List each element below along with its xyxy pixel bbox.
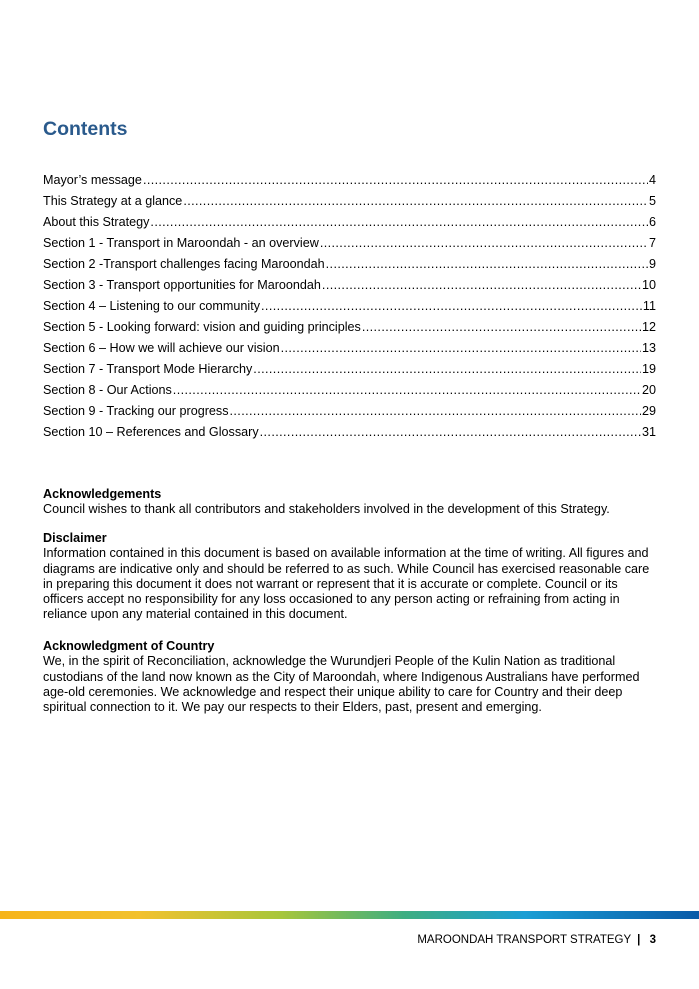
page-title: Contents xyxy=(43,118,128,140)
toc-leader xyxy=(230,401,641,422)
toc-entry-label: Section 8 - Our Actions xyxy=(43,383,172,397)
toc-entry-page: 20 xyxy=(641,383,656,397)
toc-entry[interactable] xyxy=(43,401,656,422)
toc-entry[interactable] xyxy=(43,359,656,380)
toc-entry-label: About this Strategy xyxy=(43,215,150,229)
toc-entry-page: 4 xyxy=(648,173,656,187)
table-of-contents xyxy=(43,170,656,443)
toc-leader xyxy=(260,422,641,443)
toc-entry-page: 31 xyxy=(641,425,656,439)
toc-entry-label: Section 6 – How we will achieve our vision xyxy=(43,341,280,355)
toc-entry-label: Section 2 -Transport challenges facing Maroondah xyxy=(43,257,325,271)
toc-leader xyxy=(320,233,648,254)
acknowledgements-body: Council wishes to thank all contributors and stakeholders involved in the development of this Strategy. xyxy=(43,502,610,517)
toc-entry-page: 13 xyxy=(641,341,656,355)
toc-entry-label: Section 7 - Transport Mode Hierarchy xyxy=(43,362,253,376)
toc-entry[interactable] xyxy=(43,317,656,338)
toc-leader xyxy=(281,338,641,359)
acknowledgements-heading: Acknowledgements xyxy=(43,487,162,501)
toc-leader xyxy=(261,296,642,317)
disclaimer-section xyxy=(43,531,658,623)
toc-entry[interactable] xyxy=(43,296,656,317)
toc-leader xyxy=(150,212,648,233)
toc-entry[interactable] xyxy=(43,422,656,443)
acknowledgment-of-country-heading: Acknowledgment of Country xyxy=(43,639,215,653)
toc-entry-page: 5 xyxy=(648,194,656,208)
footer-color-stripe xyxy=(0,911,699,919)
acknowledgements-section xyxy=(43,487,658,518)
toc-entry-page: 10 xyxy=(641,278,656,292)
toc-entry-label: Mayor’s message xyxy=(43,173,142,187)
toc-entry[interactable] xyxy=(43,170,656,191)
toc-entry-page: 7 xyxy=(648,236,656,250)
toc-entry-page: 6 xyxy=(648,215,656,229)
page-footer xyxy=(417,934,656,946)
toc-leader xyxy=(322,275,641,296)
toc-entry-page: 19 xyxy=(641,362,656,376)
toc-entry-label: Section 9 - Tracking our progress xyxy=(43,404,229,418)
toc-entry[interactable] xyxy=(43,338,656,359)
toc-entry-label: Section 3 - Transport opportunities for Maroondah xyxy=(43,278,321,292)
toc-entry-page: 12 xyxy=(641,320,656,334)
toc-leader xyxy=(143,170,648,191)
toc-entry-page: 9 xyxy=(648,257,656,271)
toc-entry[interactable] xyxy=(43,233,656,254)
toc-entry[interactable] xyxy=(43,380,656,401)
toc-entry-label: Section 1 - Transport in Maroondah - an overview xyxy=(43,236,319,250)
acknowledgment-of-country-section xyxy=(43,639,658,715)
toc-entry-page: 29 xyxy=(641,404,656,418)
toc-leader xyxy=(173,380,641,401)
toc-entry[interactable] xyxy=(43,254,656,275)
disclaimer-heading: Disclaimer xyxy=(43,531,107,545)
footer-document-title: MAROONDAH TRANSPORT STRATEGY xyxy=(417,934,631,946)
toc-leader xyxy=(362,317,641,338)
toc-entry[interactable] xyxy=(43,212,656,233)
toc-entry-page: 11 xyxy=(642,299,656,313)
footer-separator: | xyxy=(637,934,641,946)
toc-entry-label: Section 4 – Listening to our community xyxy=(43,299,261,313)
toc-leader xyxy=(253,359,641,380)
toc-entry-label: Section 10 – References and Glossary xyxy=(43,425,259,439)
footer-page-number: 3 xyxy=(649,934,656,946)
toc-entry[interactable] xyxy=(43,191,656,212)
toc-leader xyxy=(183,191,648,212)
toc-leader xyxy=(326,254,648,275)
toc-entry-label: Section 5 - Looking forward: vision and guiding principles xyxy=(43,320,361,334)
toc-entry-label: This Strategy at a glance xyxy=(43,194,183,208)
disclaimer-body: Information contained in this document is based on available information at the time of writing. All figures and diagrams are indicative only and should be referred to as such. While Council has exercised reasonable care in preparing this document it does not warrant or represent that it is accurate or complete. Council or its officers accept no responsibility for any loss occasioned to any person acting or refraining from acting in reliance upon any material contained in this document. xyxy=(43,546,650,622)
toc-entry[interactable] xyxy=(43,275,656,296)
acknowledgment-of-country-body: We, in the spirit of Reconciliation, acknowledge the Wurundjeri People of the Kulin Nation as traditional custodians of the land now known as the City of Maroondah, where Indigenous Australians have performed age-old ceremonies. We acknowledge and respect their unique ability to care for Country and their deep spiritual connection to it. We pay our respects to their Elders, past, present and emerging. xyxy=(43,654,640,715)
